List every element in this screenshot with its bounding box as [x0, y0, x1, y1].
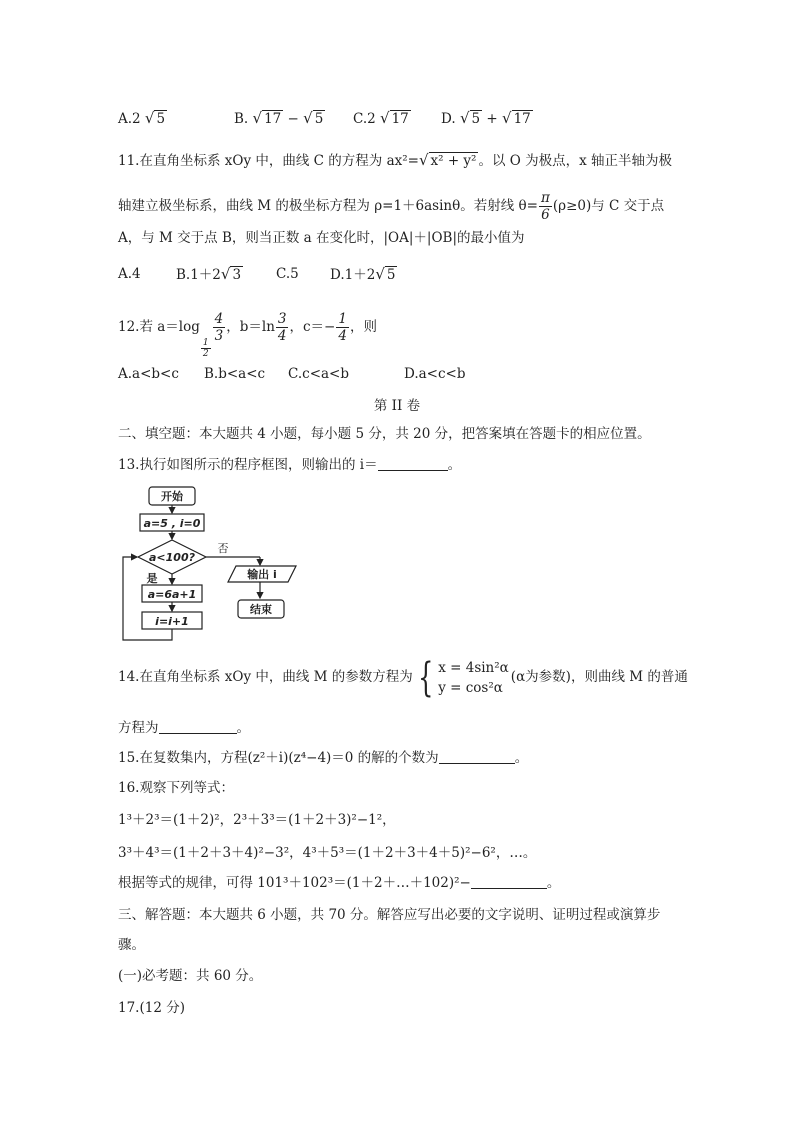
- flow-yes-label: 是: [146, 572, 158, 585]
- fill-in-heading: 二、填空题：本大题共 4 小题，每小题 5 分，共 20 分，把答案填在答题卡的相应位置。: [118, 426, 651, 442]
- q11-line-3: A，与 M 交于点 B，则当正数 a 在变化时，|OA|＋|OB|的最小值为: [118, 230, 525, 246]
- flow-no-label: 否: [217, 542, 229, 555]
- q14-answer-blank: [159, 719, 237, 734]
- q12-frac-2: $\frac{3}{4}$: [277, 311, 287, 344]
- q13-answer-blank: [378, 456, 448, 471]
- q12-frac-1: $\frac{4}{3}$: [214, 311, 224, 344]
- flowchart: [118, 484, 308, 644]
- q14-line-1: 14.在直角坐标系 xOy 中，曲线 M 的参数方程为 { x = 4sin²α y = cos²α (α为参数)，则曲线 M 的普通: [118, 654, 688, 701]
- q12-line: 12.若 a＝log $\frac{1}{2}$ $\frac{4}{3}$ ，b＝ln $\frac{3}{4}$ ，c＝− $\frac{1}{4}$ ，则: [118, 311, 377, 359]
- q14-line-2: 方程为 。: [118, 720, 250, 736]
- q15-line: 15.在复数集内，方程(z²＋i)(z⁴−4)＝0 的解的个数为 。: [118, 750, 529, 766]
- solve-heading-1: 三、解答题：本大题共 6 小题，共 70 分。解答应写出必要的文字说明、证明过程或演算步: [118, 907, 661, 923]
- flow-step1-label: a=6a+1: [147, 588, 197, 601]
- q11-line-1: 11.在直角坐标系 xOy 中，曲线 C 的方程为 ax²=√ x² + y² 。以 O 为极点，x 轴正半轴为极: [118, 151, 673, 169]
- q10-option-b: B. √ 17 − √ 5: [234, 109, 324, 127]
- q11-line-2: 轴建立极坐标系，曲线 M 的极坐标方程为 ρ=1＋6asinθ。若射线 θ= $\frac{\pi}{6}$ (ρ≥0)与 C 交于点: [118, 190, 665, 223]
- q16-title: 16.观察下列等式：: [118, 780, 234, 796]
- q12-option-a: A.a<b<c: [118, 366, 179, 382]
- q11-option-a: A.4: [118, 266, 141, 282]
- q16-line-3: 根据等式的规律，可得 101³＋102³＝(1＋2＋…＋102)²− 。: [118, 875, 561, 891]
- solve-heading-2: 骤。: [118, 937, 145, 953]
- q16-answer-blank: [471, 874, 547, 889]
- q10-option-a: A.2 √ 5: [118, 109, 166, 127]
- section-2-title: 第 II 卷: [373, 398, 421, 414]
- q11-option-b: B.1＋2√ 3: [176, 265, 242, 283]
- q12-log-base: $\frac{1}{2}$: [202, 338, 209, 359]
- q12-option-b: B.b<a<c: [204, 366, 266, 382]
- flow-start-label: 开始: [161, 490, 183, 503]
- q12-option-d: D.a<c<b: [404, 366, 466, 382]
- flow-condition-label: a<100?: [149, 551, 195, 564]
- q10-option-d: D. √ 5 + √ 17: [441, 109, 531, 127]
- q12-frac-3: $\frac{1}{4}$: [338, 311, 347, 344]
- q10-option-c: C.2 √ 17: [353, 109, 409, 127]
- flow-end-label: 结束: [250, 603, 272, 616]
- q13-line: 13.执行如图所示的程序框图，则输出的 i＝ 。: [118, 457, 462, 473]
- q11-fraction: $\frac{\pi}{6}$: [540, 190, 550, 223]
- q16-line-2: 3³＋4³＝(1＋2＋3＋4)²−3²，4³＋5³＝(1＋2＋3＋4＋5)²−6²，…。: [118, 845, 537, 861]
- q12-option-c: C.c<a<b: [288, 366, 350, 382]
- required-heading: (一)必考题：共 60 分。: [118, 968, 263, 984]
- q16-line-1: 1³＋2³＝(1＋2)²，2³＋3³＝(1＋2＋3)²−1²，: [118, 812, 396, 828]
- q11-option-c: C.5: [276, 266, 299, 282]
- q11-option-d: D.1＋2√ 5: [330, 265, 396, 283]
- q14-eq-2: y = cos²α: [438, 679, 503, 696]
- q17-heading: 17.(12 分): [118, 1000, 185, 1016]
- flow-init-label: a=5 , i=0: [143, 517, 201, 530]
- flow-step2-label: i=i+1: [155, 615, 189, 628]
- flow-output-label: 输出 i: [247, 568, 277, 581]
- q15-answer-blank: [439, 749, 515, 764]
- q14-eq-1: x = 4sin²α: [438, 659, 509, 676]
